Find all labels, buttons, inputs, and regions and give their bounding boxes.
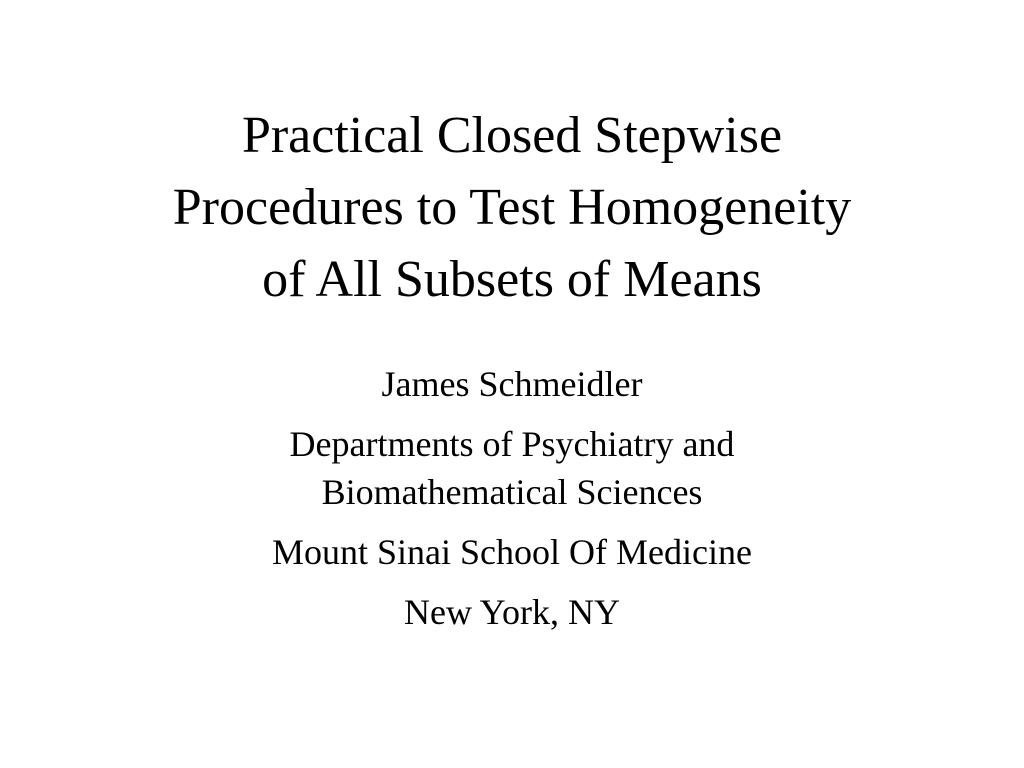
- department-line: Departments of Psychiatry and: [289, 424, 735, 464]
- department-line: Biomathematical Sciences: [321, 472, 703, 512]
- title-line: Procedures to Test Homogeneity: [172, 179, 852, 236]
- department: [112, 420, 912, 516]
- slide-title: [62, 100, 962, 316]
- institution: Mount Sinai School Of Medicine: [272, 532, 752, 572]
- author-name: James Schmeidler: [381, 364, 643, 404]
- location: New York, NY: [403, 592, 621, 632]
- slide-subtitle: [112, 360, 912, 636]
- title-line: Practical Closed Stepwise: [241, 107, 783, 164]
- title-line: of All Subsets of Means: [262, 251, 762, 308]
